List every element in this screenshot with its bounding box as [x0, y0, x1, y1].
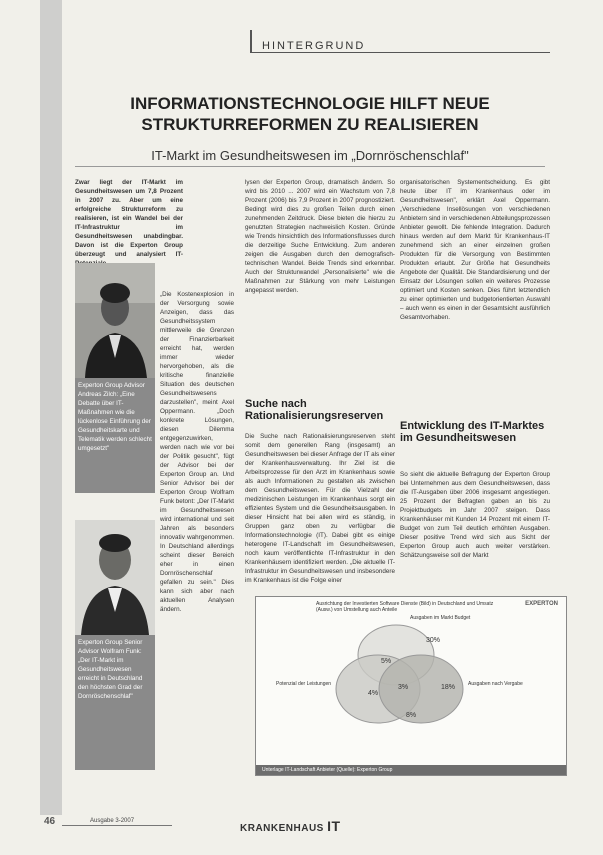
subheadline: IT-Markt im Gesundheitswesen im „Dornröschenschlaf"	[151, 148, 469, 163]
title-rule	[75, 166, 545, 167]
section-label: HINTERGRUND	[262, 40, 366, 52]
photo-caption-1: Experton Group Advisor Andreas Zilch: „Eine Debatte über IT-Maßnahmen wie die lückenlose Einführung der Gesundheitskarte und Telematik werden schlecht umgesetzt"	[75, 378, 155, 493]
footer-line	[62, 825, 172, 826]
intro-text: Zwar liegt der IT-Markt im Gesundheitswesen um 7,8 Prozent in 2007 zu. Aber um eine erfolgreiche Strukturreform zu realisieren, ist ein Wandel bei der IT-Infrastruktur im Gesundheitswesen unabdingbar. Davon ist die Experton Group überzeugt und analysiert IT-	[75, 179, 183, 258]
headline	[80, 93, 540, 135]
photo-caption-2: Experton Group Senior Advisor Wolfram Funk: „Der IT-Markt im Gesundheitswesen erreicht in Deutschland den höchsten Grad der Dornröschenschlaf"	[75, 635, 155, 770]
value-c: 4%	[368, 690, 379, 697]
column4-text: organisatorischen Systementscheidung. Es gibt heute über IT im Krankenhaus oder im Gesundheitswesen", erklärt Axel Oppermann. „Verschiedene Insellösungen von verschiedenen Anbietern sind in verschiedenen Abteilungsprozessen Anbieter gewollt. Die fehlende Integration. Dadurch hinaus werden auf dem Markt für Krankenhaus-IT zunehmend sich an einer einzelnen großen Produkten für die Versorgung von Bestimmten Produkten erlaubt. Zur Größe hat Gesundheits Angebote der Qualität. Die Standardisierung und der Einsatz der Lösungen sollen ein weiteres Prozesse optimiert und Kosten senken. Dies führt letztendlich zu einer optimierten und budgetorientierten Auswahl – auch wenn es einen in der Gesamtsicht ausführlich Gesamtvorhaben.	[400, 179, 550, 321]
column3-text: lysen der Experton Group, dramatisch ändern. So wird bis 2010 ... 2007 wird ein Wachstum von 7,8 Prozent (2006) bis 7,9 Prozent in 2007 prognostiziert. Bedingt wird dies zu großen Teilen durch einen zunehmenden Zeitdruck. Diese bieten die hierzu zu genutzten Strategien nachweislich Kosten. Gründe wie Trends hinsichtlich des Informationsflusses durch die derzeitige Suche Entwicklung. Zum anderen zeigen die Ausgaben durch den demografisch-technischen Wandel. Beide Trends sind erkennbar. Auch der Strukturwandel „Personalisierte" wie die Maßnahmen zur Stärkung von mehr Leistungen angepasst werden.	[245, 179, 395, 294]
chart-logo: EXPERTON	[525, 601, 558, 607]
value-f: 8%	[406, 712, 417, 719]
chart-title: Ausrichtung der Investierten Software Dienste (Bild) in Deutschland und Umsatz (Ausw.) von Umstellung auch Anteile	[316, 601, 494, 613]
grey-sidebar	[40, 0, 62, 815]
value-e: 18%	[441, 684, 456, 691]
subhead-rationalisierung: Suche nach Rationalisierungsreserven	[245, 398, 384, 422]
headline-line2: STRUKTURREFORMEN ZU REALISIEREN	[141, 115, 479, 134]
venn-svg	[256, 597, 566, 765]
brand-logo	[240, 818, 341, 834]
value-d: 3%	[398, 684, 409, 691]
venn-chart	[255, 596, 567, 776]
portrait-photo-2	[75, 520, 155, 635]
value-a: 30%	[426, 637, 441, 644]
label-right: Ausgaben nach Vergabe	[468, 681, 523, 687]
issue-label: Ausgabe 3-2007	[90, 818, 135, 824]
subhead-entwicklung: Entwicklung des IT-Marktes im Gesundheitswesen	[400, 420, 545, 444]
portrait-photo-1	[75, 263, 155, 378]
label-top: Ausgaben im Markt Budget	[410, 615, 471, 621]
column4-text2: So sieht die aktuelle Befragung der Experton Group bei Unternehmen aus dem Gesundheitswesen, dass die IT-Ausgaben über 2006 insgesamt angestiegen. 25 Prozent der Befragten gaben an bis zu Projektbudgets im Jahr 2007 steigen. Dass Krankenhäuser mit Kunden 14 Prozent mit einem IT-Budget von zum Teil deutlich erhöhten Ausgaben. Dieser positive Trend wird sich aus Sicht der Experton Group auch auch weiter verstärken. Schätzungsweise soll der Markt	[400, 471, 550, 559]
header-tick	[250, 30, 252, 52]
headline-line1: INFORMATIONSTECHNOLOGIE HILFT NEUE	[130, 94, 490, 113]
value-b: 5%	[381, 658, 392, 665]
quote-column: „Die Kostenexplosion in der Versorgung sowie Anzeigen, dass das Gesundheitssystem mittlerweile die Grenzen der Finanzierbarkeit erreicht hat, werden immer wieder hervorgehoben, als die kritische finanzielle Situation des deutschen Gesundheitswesens darzustellen", meint Axel Oppermann. „Doch konkrete Lösungen, diesen Dilemma entgegenzuwirken, werden nach wie vor bei der Politik gesucht", fügt der Advisor bei der Experton Group an. Und Senior Advisor bei der Experton Group Wolfram Funk betont: „Der IT-Markt im Gesundheitswesen wird international und seit Jahren als besonders innovativ wahrgenommen. In Deutschland allerdings scheint dieser Bereich eher in einen Dornröschenschlaf gefallen zu sein." Dies kann sich aber nach aktuellen Analysen ändern.	[160, 291, 234, 613]
header-line	[250, 52, 550, 53]
chart-caption: Unterlage IT-Landschaft Anbieter (Quelle): Experton Group	[256, 765, 566, 775]
label-left: Potenzial der Leistungen	[276, 681, 332, 687]
brand-it: IT	[327, 818, 341, 834]
brand-name: KRANKENHAUS	[240, 823, 324, 834]
column3-text2: Die Suche nach Rationalisierungsreserven steht somit dem generellen Rang (insgesamt) an Gesundheitswesen bei dieser Anfrage der IT als einer der Krankenhausverwaltung. Ihr Ziel ist die Arbeitsprozesse für den Arzt im Krankenhaus sowie als auch Informationen zu gestalten als zwischen dem Gesundheitswesen. Für die Vielzahl der medizinischen Leistungen im Krankenhaus sorgt ein effizientes System und die Gesundheitsausgaben. In dieser Hinsicht hat bei allen wird es ständig, in Gruppen ganz oben zu verfügbar die Informationstechnologie (IT). Dabei gibt es einige heterogene IT-Landschaft im Gesundheitswesen, noch kaum veröffentlichte IT-Infrastruktur in den Krankenhäusern identifiziert werden. „Die aktuelle IT-Infrastruktur im Gesundheitswesen und insbesondere im Krankenhaus ist die Folge einer	[245, 433, 395, 584]
page-number: 46	[44, 816, 56, 827]
